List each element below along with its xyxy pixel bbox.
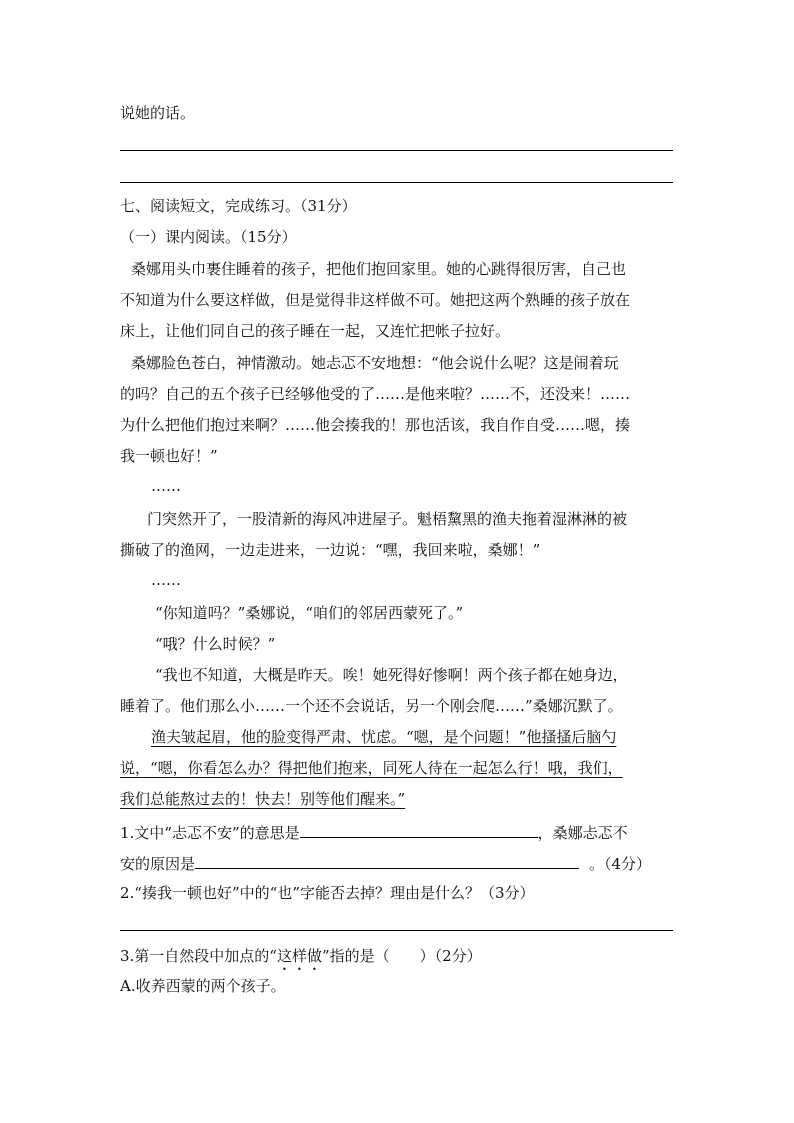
passage-line: 的吗？自己的五个孩子已经够他受的了……是他来啦？……不，还没来！…… xyxy=(120,385,631,403)
answer-line[interactable] xyxy=(120,150,673,151)
question-2: 2.“揍我一顿也好”中的“也”字能否去掉？理由是什么？（3分） xyxy=(120,884,535,902)
passage-line: 桑娜用头巾裹住睡着的孩子，把他们抱回家里。她的心跳得很厉害，自己也 xyxy=(131,260,627,278)
passage-line: 撕破了的渔网，一边走进来，一边说：“嘿，我回来啦，桑娜！” xyxy=(120,541,541,559)
passage-line: “哦？什么时候？” xyxy=(155,635,276,653)
answer-line[interactable] xyxy=(120,930,673,931)
question-3-text: ”指的是（ ）（2分） xyxy=(322,947,482,965)
subsection-title: （一）课内阅读。（15分） xyxy=(120,228,297,246)
passage-line: “你知道吗？”桑娜说，“咱们的邻居西蒙死了。” xyxy=(155,604,464,622)
previous-question-fragment: 说她的话。 xyxy=(120,104,196,122)
question-3-text: 3.第一自然段中加点的“ xyxy=(120,947,277,965)
question-3-dotted-words: 这样做 xyxy=(276,947,322,965)
passage-line: 不知道为什么要这样做，但是觉得非这样做不可。她把这两个熟睡的孩子放在 xyxy=(120,291,631,309)
question-1 xyxy=(120,821,628,843)
passage-line: 为什么把他们抱过来啊？……他会揍我的！那也活该，我自作自受……嗯，揍 xyxy=(120,416,631,434)
answer-line[interactable] xyxy=(120,182,673,183)
passage-line: 我一顿也好！” xyxy=(120,447,218,465)
passage-line: 门突然开了，一股清新的海风冲进屋子。魁梧黧黑的渔夫拖着湿淋淋的被 xyxy=(147,510,628,528)
question-1-reason-blank[interactable] xyxy=(195,852,579,869)
passage-line: “我也不知道，大概是昨天。唉！她死得好惨啊！两个孩子都在她身边， xyxy=(155,666,628,684)
question-1-points: 。（4分） xyxy=(589,855,652,873)
passage-line: 床上，让他们同自己的孩子睡在一起，又连忙把帐子拉好。 xyxy=(120,322,511,340)
question-3 xyxy=(120,946,482,974)
section-title: 七、阅读短文，完成练习。（31分） xyxy=(120,197,357,215)
question-3-option-a[interactable]: A.收养西蒙的两个孩子。 xyxy=(120,977,286,995)
question-1-meaning-blank[interactable] xyxy=(300,821,538,838)
underlined-passage-line: 我们总能熬过去的！快去！别等他们醒来。” xyxy=(120,790,406,808)
underlined-passage-line: 渔夫皱起眉，他的脸变得严肃、忧虑。“嗯，是个问题！”他搔搔后脑勺 xyxy=(151,728,617,746)
question-1-text: 1.文中“忐忑不安”的意思是 xyxy=(120,824,300,842)
passage-ellipsis: …… xyxy=(151,571,181,589)
passage-ellipsis: …… xyxy=(151,477,181,495)
passage-line: 睡着了。他们那么小……一个还不会说话，另一个刚会爬……”桑娜沉默了。 xyxy=(120,697,623,715)
underlined-passage-line: 说，“嗯，你看怎么办？得把他们抱来，同死人待在一起怎么行！哦，我们， xyxy=(120,759,623,777)
passage-line: 桑娜脸色苍白，神情激动。她忐忑不安地想：“他会说什么呢？这是闹着玩 xyxy=(131,354,619,372)
question-1-text: ，桑娜忐忑不 xyxy=(537,824,628,842)
question-1-continued xyxy=(120,852,651,874)
question-1-text: 安的原因是 xyxy=(120,855,196,873)
